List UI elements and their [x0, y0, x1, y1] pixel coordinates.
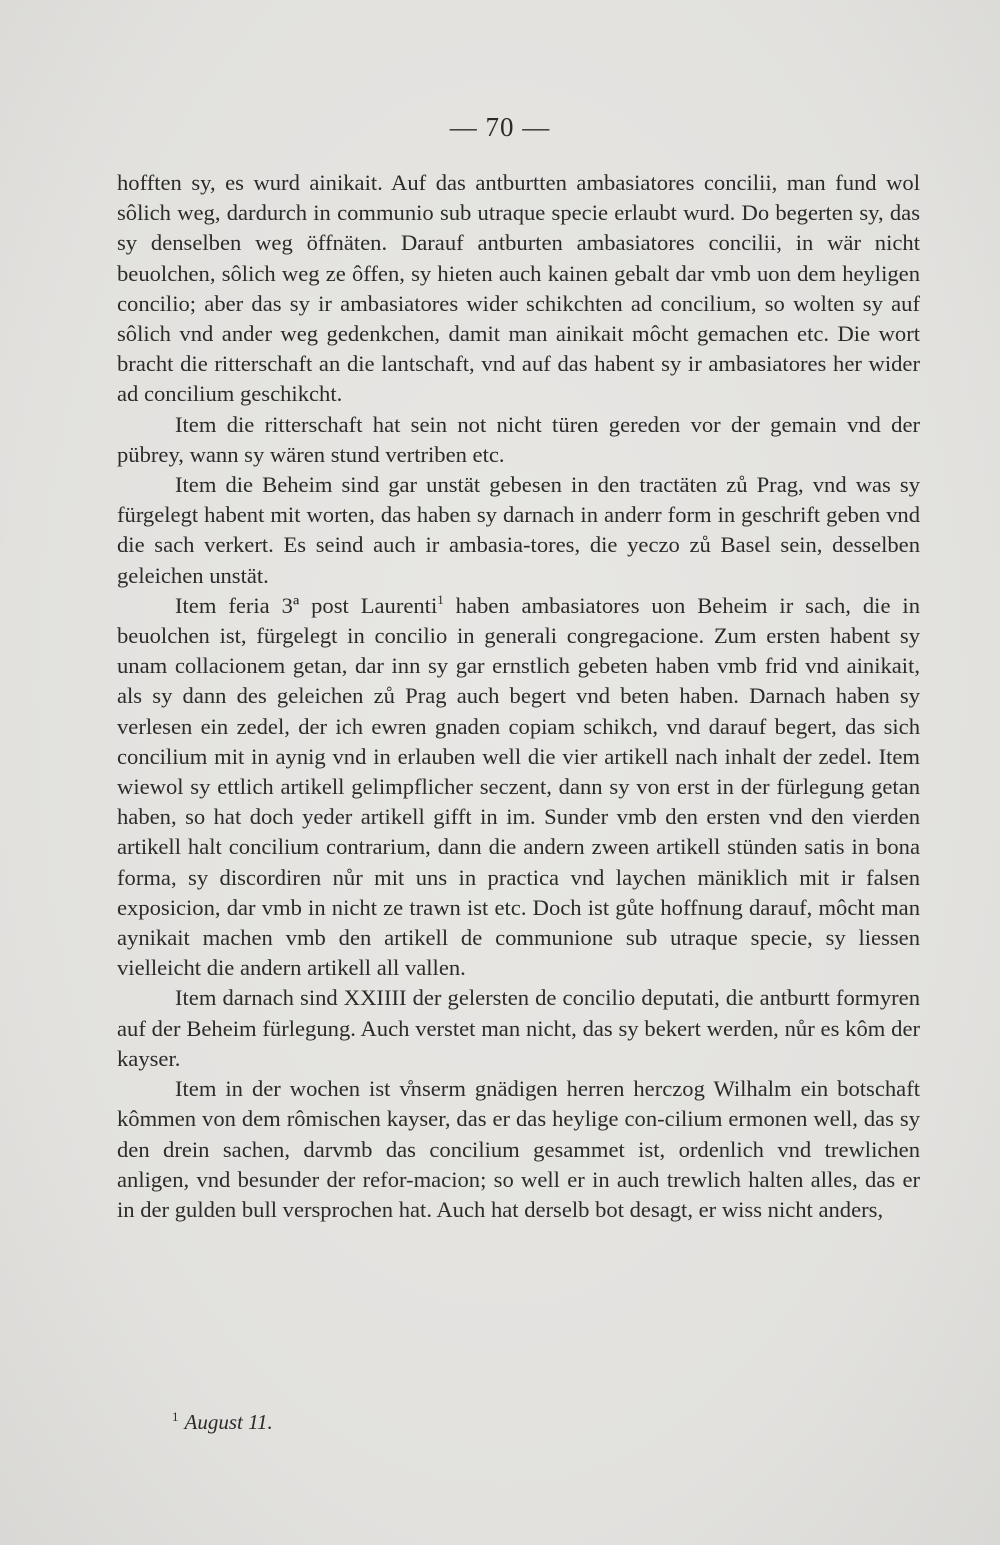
footnote-mark: 1 — [172, 1409, 179, 1424]
footnote-reference[interactable]: 1 — [437, 591, 444, 607]
page-number: — 70 — — [449, 112, 551, 142]
footnote — [172, 1404, 273, 1435]
paragraph-4-start: Item feria 3ª post Laurenti — [175, 592, 438, 618]
body-text — [117, 168, 920, 1225]
paragraph-4-rest: haben ambasiatores uon Beheim ir sach, die in beuolchen ist, fürgelegt in concilio in generali congregacione. Zum ersten habent sy unam collacionem getan, dar inn sy gar ernstlich gebeten haben vmb frid vnd ainikait, als sy dann des geleichen zů Prag auch begert vnd beten haben. Darnach haben sy verlesen ein zedel, der ich ewren gnaden copiam schikch, vnd darauf begert, das sich concilium mit in aynig vnd in erlauben well die vier artikell nach inhalt der zedel. Item wiewol sy ettlich artikell gelimpflicher seczent, dann sy von erst in der fürlegung getan haben, so hat doch yeder artikell gifft in im. Sunder vmb den ersten vnd den vierden artikell halt concilium contrarium, dann die andern zween artikell stünden satis in bona forma, sy discordiren nůr mit uns in practica vnd laychen mäniklich mit ir falsen exposicion, dar vmb in nicht ze trawn ist etc. Doch ist gůte hoffnung darauf, môcht man aynikait machen vmb den artikell de communione sub utraque specie, sy liessen vielleicht die andern artikell all vallen. — [117, 592, 920, 981]
paragraph-2: Item die ritterschaft hat sein not nicht türen gereden vor der gemain vnd der pübrey, wann sy wären stund vertriben etc. — [117, 411, 920, 467]
paragraph-3: Item die Beheim sind gar unstät gebesen in den tractäten zů Prag, vnd was sy fürgelegt habent mit worten, das haben sy darnach in anderr form in geschrift geben vnd die sach verkert. Es seind auch ir ambasia-tores, die yeczo zů Basel sein, desselben geleichen unstät. — [117, 472, 920, 588]
paragraph-6: Item in der wochen ist v̊nserm gnädigen herren herczog Wilhalm ein botschaft kômmen von dem rômischen kayser, das er das heylige con-cilium ermonen well, das sy den drein sachen, darvmb das concilium gesammet ist, ordenlich vnd trewlichen anligen, vnd besunder der refor-macion; so well er in auch trewlich halten alles, das er in der gulden bull versprochen hat. Auch hat derselb bot desagt, er wiss nicht anders, — [117, 1076, 920, 1222]
footnote-text: August 11. — [184, 1410, 273, 1434]
paragraph-1: hofften sy, es wurd ainikait. Auf das antburtten ambasiatores concilii, man fund wol sôlich weg, dardurch in communio sub utraque specie erlaubt wurd. Do begerten sy, das sy denselben weg öffnäten. Darauf antburten ambasiatores concilii, in wär nicht beuolchen, sôlich weg ze ôffen, sy hieten auch kainen gebalt dar vmb uon dem heyligen concilio; aber das sy ir ambasiatores wider schikchten ad concilium, so wolten sy auf sôlich vnd ander weg gedenkchen, damit man ainikait môcht gemachen etc. Die wort bracht die ritterschaft an die lantschaft, vnd auf das habent sy ir ambasiatores her wider ad concilium geschikcht. — [117, 170, 920, 407]
paragraph-4 — [117, 591, 920, 984]
paragraph-5: Item darnach sind XXIIII der gelersten de concilio deputati, die antburtt formyren auf der Beheim fürlegung. Auch verstet man nicht, das sy bekert werden, nůr es kôm der kayser. — [117, 985, 920, 1071]
